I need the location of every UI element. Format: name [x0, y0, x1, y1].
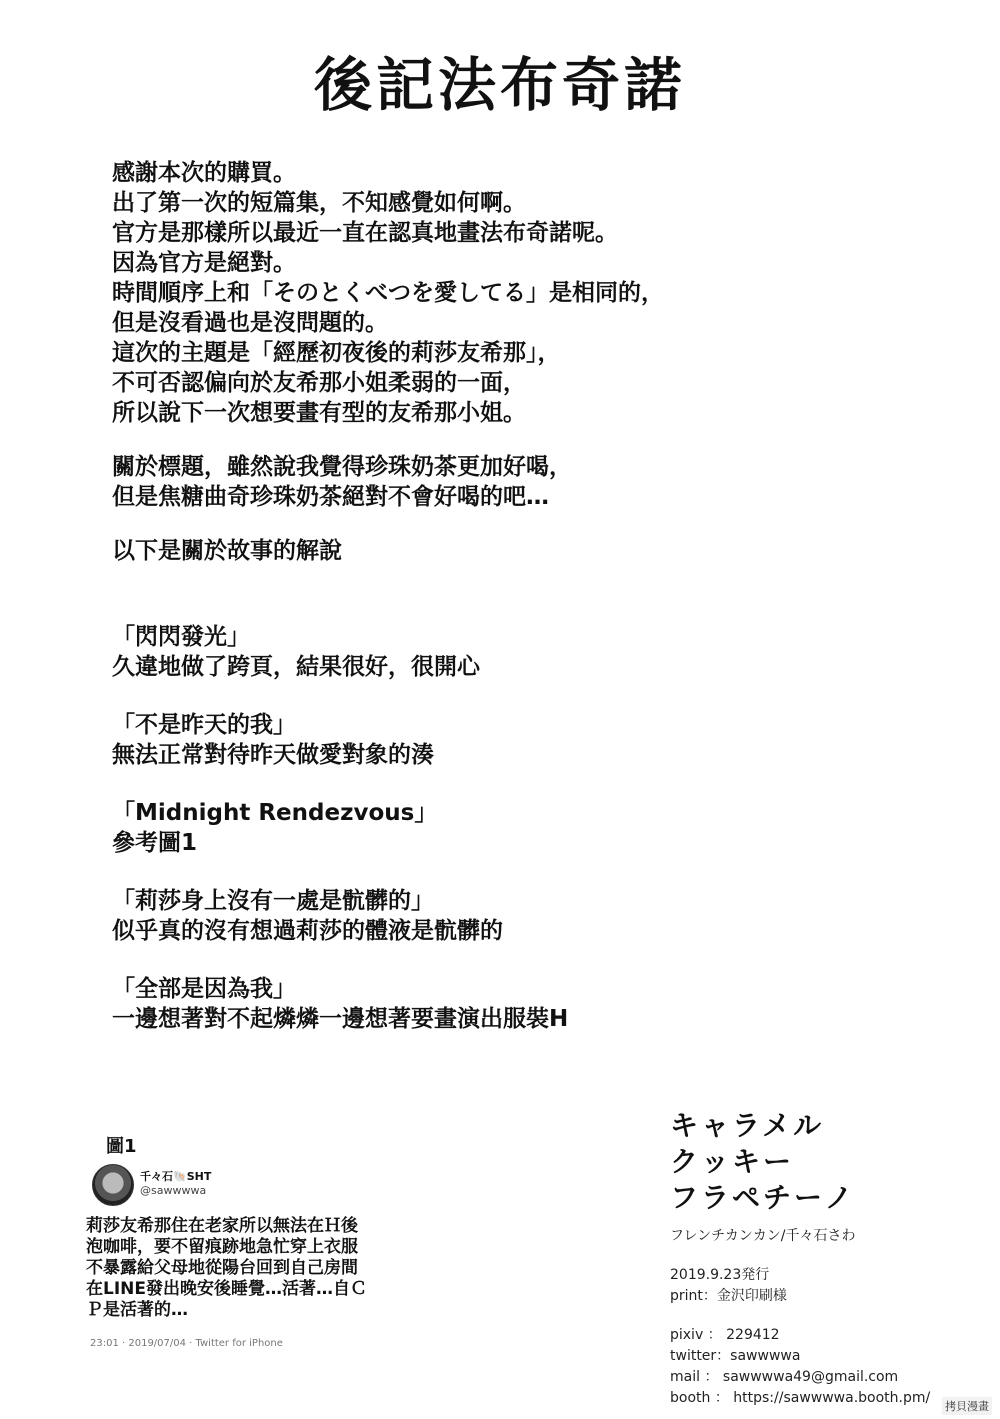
story-text: 無法正常對待昨天做愛對象的湊 [112, 742, 434, 768]
story-text: 似乎真的沒有想過莉莎的體液是骯髒的 [112, 918, 503, 944]
paragraph-title-note [112, 452, 872, 512]
mail-address: mail ： sawwwwa49@gmail.com [670, 1369, 899, 1385]
text-line: 出了第一次的短篇集，不知感覺如何啊。 [112, 190, 526, 216]
story-text: 一邊想著對不起燐燐一邊想著要畫演出服裝H [112, 1006, 569, 1032]
colophon [670, 1108, 970, 1409]
story-note [112, 886, 872, 946]
story-note [112, 710, 872, 770]
text-line: 官方是那樣所以最近一直在認真地畫法布奇諾呢。 [112, 220, 618, 246]
logo-line: キャラメル [670, 1109, 825, 1142]
tweet-line: 泡咖啡，要不留痕跡地急忙穿上衣服 [86, 1237, 358, 1257]
page-title: 後記法布奇諾 [313, 51, 686, 119]
logo-line: フラペチーノ [670, 1181, 856, 1214]
story-note [112, 974, 872, 1034]
logo-line: クッキー [670, 1145, 795, 1178]
text-line: 因為官方是絕對。 [112, 250, 296, 276]
story-heading: 「Midnight Rendezvous」 [112, 800, 438, 826]
story-text: 久違地做了跨頁，結果很好，很開心 [112, 654, 480, 680]
text-line: 不可否認偏向於友希那小姐柔弱的一面， [112, 370, 526, 396]
tweet-text [86, 1216, 426, 1321]
circle-name: フレンチカンカン/千々石さわ [670, 1228, 856, 1244]
story-note [112, 622, 872, 682]
publish-date: 2019.9.23発行 [670, 1267, 770, 1283]
story-note [112, 798, 872, 858]
tweet-meta: 23:01 · 2019/07/04 · Twitter for iPhone [90, 1338, 283, 1349]
paragraph-intro [112, 158, 872, 428]
text-line: 感謝本次的購買。 [112, 160, 296, 186]
section-intro: 以下是關於故事的解說 [112, 538, 342, 564]
tweet-header [92, 1164, 392, 1214]
book-title-logo [670, 1108, 970, 1216]
text-line: 但是焦糖曲奇珍珠奶茶絕對不會好喝的吧… [112, 484, 549, 510]
printer: print：金沢印刷様 [670, 1288, 787, 1304]
text-line: 關於標題，雖然說我覺得珍珠奶茶更加好喝， [112, 454, 572, 480]
text-line: 但是沒看過也是沒問題的。 [112, 310, 388, 336]
story-heading: 「莉莎身上沒有一處是骯髒的」 [112, 888, 434, 914]
corner-watermark: 拷貝漫畫 [942, 1397, 992, 1415]
pixiv-id: pixiv ： 229412 [670, 1327, 780, 1343]
tweet-line: 在LINE發出晚安後睡覺…活著…自Ｃ [86, 1279, 367, 1299]
twitter-handle: twitter：sawwwwa [670, 1348, 801, 1364]
tweet-author-handle: @sawwwwa [140, 1184, 207, 1197]
afterword-body [112, 158, 872, 1034]
booth-url: booth ： https://sawwwwa.booth.pm/ [670, 1390, 931, 1406]
text-line: 這次的主題是「經歷初夜後的莉莎友希那」， [112, 340, 561, 366]
tweet-line: 莉莎友希那住在老家所以無法在Ｈ後 [86, 1216, 358, 1236]
tweet-line: 不暴露給父母地從陽台回到自己房間 [86, 1258, 358, 1278]
tweet-line: Ｐ是活著的… [86, 1300, 188, 1320]
avatar [92, 1164, 134, 1206]
story-heading: 「不是昨天的我」 [112, 712, 296, 738]
tweet-author-name: 千々石🐚SHT [140, 1170, 212, 1183]
story-heading: 「閃閃發光」 [112, 624, 250, 650]
story-text: 參考圖1 [112, 830, 198, 856]
text-line: 所以說下一次想要畫有型的友希那小姐。 [112, 400, 526, 426]
story-heading: 「全部是因為我」 [112, 976, 296, 1002]
figure-label: 圖1 [106, 1136, 137, 1157]
text-line: 時間順序上和「そのとくべつを愛してる」是相同的， [112, 280, 664, 306]
